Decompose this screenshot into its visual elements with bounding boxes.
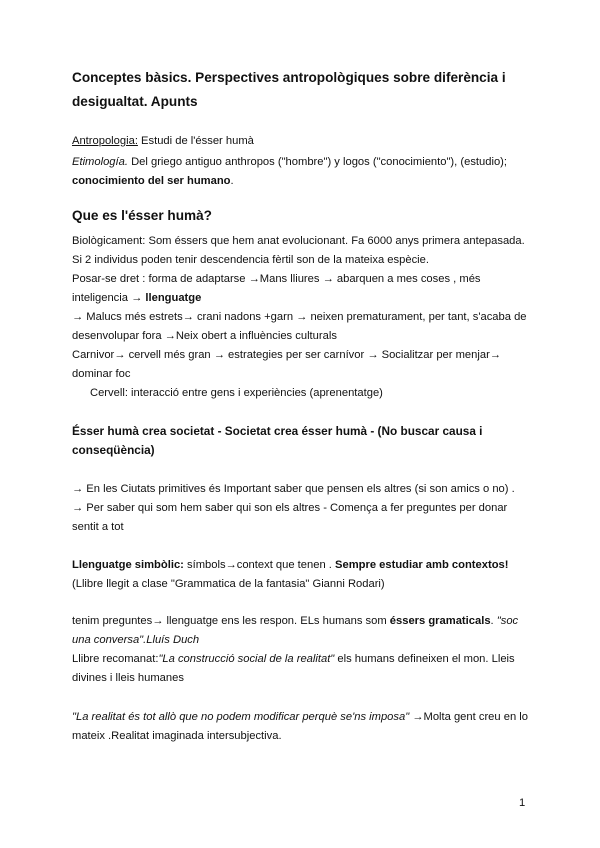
section5-line-2: mateix .Realitat imaginada intersubjectiva.	[72, 730, 282, 742]
realitat-quote: "La realitat és tot allò que no podem modificar perquè se'ns imposa"	[72, 711, 410, 723]
etimologia-term: Etimología.	[72, 156, 128, 168]
etimologia-line	[72, 155, 507, 169]
section1-line-1: Biològicament: Som éssers que hem anat evolucionant. Fa 6000 anys primera antepasada.	[72, 235, 525, 247]
section-heading-esser-huma: Que es l'ésser humà?	[72, 208, 212, 223]
section2-line-1: → En les Ciutats primitives és Important saber que pensen els altres (si son amics o no) .	[72, 483, 515, 495]
section5-line-1	[72, 710, 528, 724]
etimologia-end: .	[230, 175, 234, 187]
section-heading-societat-1: Ésser humà crea societat - Societat crea ésser humà - (No buscar causa i	[72, 424, 483, 438]
document-title-line-2: desigualtat. Apunts	[72, 94, 198, 109]
section4-line-1-quote: "soc	[496, 615, 519, 627]
antropologia-definition	[72, 134, 254, 148]
section4-line-1	[72, 614, 518, 628]
section2-line-3: sentit a tot	[72, 521, 124, 533]
section1-line-4-bold: llenguatge	[145, 292, 202, 304]
section3-line-1-text: símbols→context que tenen .	[183, 559, 336, 571]
section3-line-2: (Llibre llegit a clase "Grammatica de la fantasia" Gianni Rodari)	[72, 578, 385, 590]
section4-line-3-text: els humans defineixen el mon. Lleis	[334, 653, 515, 665]
section3-line-1-bold: Sempre estudiar amb contextos!	[335, 559, 509, 571]
section1-line-6: desenvolupar fora →Neix obert a influències culturals	[72, 330, 337, 342]
section5-line-1-text: →Molta gent creu en lo	[409, 711, 528, 723]
document-title-line-1: Conceptes bàsics. Perspectives antropològiques sobre diferència i	[72, 70, 506, 85]
section4-line-1-sep: .	[490, 615, 497, 627]
antropologia-text: Estudi de l'ésser humà	[137, 135, 254, 147]
section3-line-1	[72, 558, 508, 572]
section1-line-8: dominar foc	[72, 368, 131, 380]
etimologia-conclusion	[72, 174, 234, 188]
section1-line-2: Si 2 individus poden tenir descendencia fèrtil son de la mateixa espècie.	[72, 254, 429, 266]
section1-line-4-text: inteligencia →	[72, 292, 146, 304]
section1-line-5: → Malucs més estrets→ crani nadons +garn → neixen prematurament, per tant, s'acaba de	[72, 311, 527, 323]
llenguatge-simbolic-term: Llenguatge simbòlic:	[72, 559, 184, 571]
section2-line-2: → Per saber qui som hem saber qui son els altres - Comença a fer preguntes per donar	[72, 502, 508, 514]
section4-line-3	[72, 652, 515, 666]
etimologia-bold: conocimiento del ser humano	[72, 175, 231, 187]
section1-line-7: Carnivor→ cervell més gran → estrategies per ser carnívor → Socialitzar per menjar→	[72, 349, 501, 361]
section-heading-societat-2: conseqüència)	[72, 443, 155, 457]
section4-line-1-bold: éssers gramaticals	[389, 615, 491, 627]
section1-line-3: Posar-se dret : forma de adaptarse →Mans lliures → abarquen a mes coses , més	[72, 273, 481, 285]
page-number: 1	[519, 797, 526, 809]
section1-line-4	[72, 291, 201, 305]
llibre-recomanat-title: "La construcció social de la realitat"	[158, 653, 335, 665]
llibre-recomanat-label: Llibre recomanat:	[72, 653, 159, 665]
section4-line-2: una conversa".Lluís Duch	[72, 634, 200, 646]
etimologia-text: Del griego antiguo anthropos ("hombre") y logos ("conocimiento"), (estudio);	[127, 156, 508, 168]
section4-line-4: divines i lleis humanes	[72, 672, 184, 684]
section4-line-1-text: tenim preguntes→ llenguatge ens les respon. ELs humans som	[72, 615, 390, 627]
section1-line-9: Cervell: interacció entre gens i experiències (aprenentatge)	[90, 387, 383, 399]
antropologia-term: Antropologia:	[72, 135, 138, 147]
